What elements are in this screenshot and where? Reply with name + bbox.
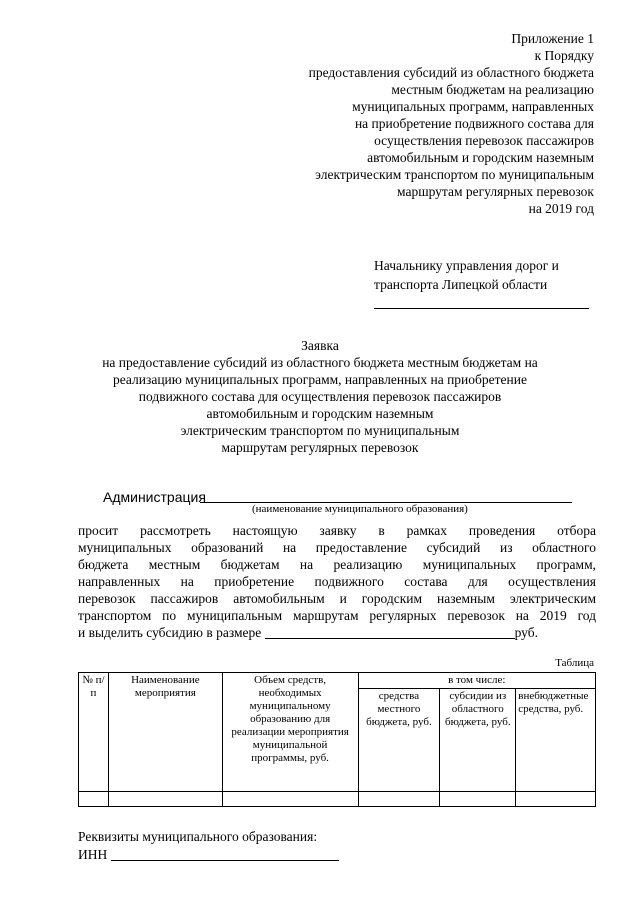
table-cell[interactable]	[222, 792, 358, 807]
subsidy-amount-label: и выделить субсидию в размере	[78, 625, 262, 640]
table-cell[interactable]	[440, 792, 516, 807]
subsidy-currency: руб.	[514, 625, 538, 640]
title-line: реализацию муниципальных программ, направленных на приобретение	[113, 372, 527, 387]
appendix-line: предоставления субсидий из областного бюджета	[308, 65, 594, 80]
requisites-block	[78, 828, 339, 864]
subsidy-amount-field[interactable]	[265, 638, 515, 639]
header-local: средства местного бюджета, руб.	[358, 689, 440, 792]
appendix-line: электрическим транспортом по муниципальным	[315, 167, 594, 182]
inn-field[interactable]	[111, 860, 339, 861]
body-line: бюджета местным бюджетам на реализацию муниципальных программ,	[78, 557, 596, 572]
appendix-header	[214, 30, 594, 217]
addressee-line: транспорта Липецкой области	[374, 277, 548, 292]
title-line: подвижного состава для осуществления перевозок пассажиров	[138, 389, 502, 404]
appendix-line: осуществления перевозок пассажиров	[374, 133, 594, 148]
administration-label: Администрация	[103, 489, 206, 505]
title-line: электрическим транспортом по муниципальным	[180, 423, 460, 438]
addressee-line: Начальнику управления дорог и	[374, 258, 559, 273]
funding-table	[78, 672, 596, 807]
requisites-title: Реквизиты муниципального образования:	[78, 829, 318, 844]
application-body	[78, 522, 596, 641]
title-line: маршрутам регулярных перевозок	[221, 440, 419, 455]
header-including: в том числе:	[358, 673, 596, 689]
appendix-line: к Порядку	[534, 48, 594, 63]
header-extra: внебюджетные средства, руб.	[516, 689, 596, 792]
appendix-line: автомобильным и городским наземным	[367, 150, 594, 165]
appendix-line: местным бюджетам на реализацию	[391, 82, 594, 97]
table-cell[interactable]	[108, 792, 222, 807]
appendix-line: Приложение 1	[511, 31, 594, 46]
header-regional: субсидии из областного бюджета, руб.	[440, 689, 516, 792]
appendix-line: маршрутам регулярных перевозок	[397, 184, 594, 199]
addressee-block	[374, 256, 604, 309]
addressee-signature-line	[374, 307, 589, 309]
table-cell[interactable]	[516, 792, 596, 807]
inn-row	[78, 846, 339, 864]
appendix-line: на 2019 год	[528, 201, 594, 216]
title-line: автомобильным и городским наземным	[206, 406, 434, 421]
body-line: транспортом по муниципальным маршрутам регулярных перевозок на 2019 год	[78, 608, 596, 623]
table-header-row	[79, 673, 596, 689]
header-name: Наименование мероприятия	[108, 673, 222, 792]
table-cell[interactable]	[358, 792, 440, 807]
header-volume: Объем средств, необходимых муниципальному образованию для реализации мероприятия муниципальной программы, руб.	[222, 673, 358, 792]
body-line: направленных на приобретение подвижного состава для осуществления	[78, 574, 596, 589]
body-line: перевозок пассажиров автомобильным и городским наземным электрическим	[78, 591, 596, 606]
body-line: муниципальных образований на предоставление субсидий из областного	[78, 540, 596, 555]
subsidy-amount-line	[78, 624, 596, 641]
body-line: просит рассмотреть настоящую заявку в рамках проведения отбора	[78, 523, 596, 538]
administration-caption: (наименование муниципального образования)	[252, 503, 468, 515]
title-line: на предоставление субсидий из областного бюджета местным бюджетам на	[102, 355, 538, 370]
table-row	[79, 792, 596, 807]
title-heading: Заявка	[301, 338, 339, 353]
header-num: № п/п	[79, 673, 109, 792]
application-title	[40, 337, 600, 456]
table-cell[interactable]	[79, 792, 109, 807]
inn-label: ИНН	[78, 847, 108, 862]
appendix-line: муниципальных программ, направленных	[352, 99, 594, 114]
appendix-line: на приобретение подвижного состава для	[354, 116, 594, 131]
table-caption: Таблица	[555, 657, 594, 669]
